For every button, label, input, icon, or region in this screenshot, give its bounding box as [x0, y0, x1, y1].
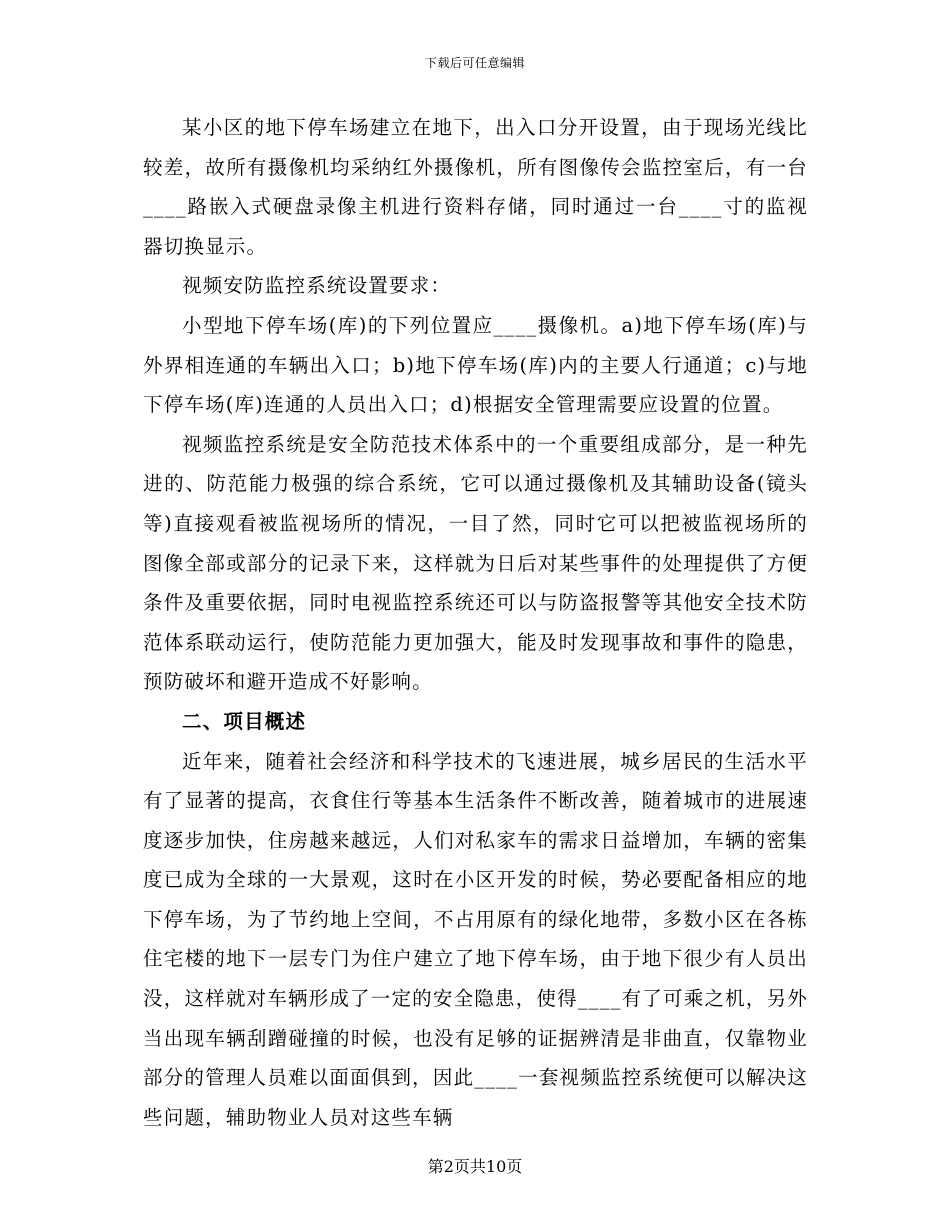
page-number: 第2页共10页	[427, 1157, 523, 1176]
document-body	[143, 108, 808, 1137]
paragraph-camera-locations: 小型地下停车场(库)的下列位置应____摄像机。a)地下停车场(库)与外界相连通的车辆出入口；b)地下停车场(库)内的主要人行通道；c)与地下停车场(库)连通的人员出入口；d)根据安全管理需要应设置的位置。	[143, 313, 808, 417]
paragraph-parking-overview: 某小区的地下停车场建立在地下，出入口分开设置，由于现场光线比较差，故所有摄像机均采纳红外摄像机，所有图像传会监控室后，有一台____路嵌入式硬盘录像主机进行资料存储，同时通过一台____寸的监视器切换显示。	[143, 116, 808, 258]
paragraph-requirements-title: 视频安防监控系统设置要求：	[182, 274, 452, 298]
page-header: 下载后可任意编辑	[424, 56, 525, 70]
section-heading-project-overview: 二、项目概述	[182, 709, 307, 733]
paragraph-project-background: 近年来，随着社会经济和科学技术的飞速进展，城乡居民的生活水平有了显著的提高，衣食住行等基本生活条件不断改善，随着城市的进展速度逐步加快，住房越来越远，人们对私家车的需求日益增加，车辆的密集度已成为全球的一大景观，这时在小区开发的时候，势必要配备相应的地下停车场，为了节约地上空间，不占用原有的绿化地带，多数小区在各栋住宅楼的地下一层专门为住户建立了地下停车场，由于地下很少有人员出没，这样就对车辆形成了一定的安全隐患，使得____有了可乘之机，另外当出现车辆刮蹭碰撞的时候，也没有足够的证据辨清是非曲直，仅靠物业部分的管理人员难以面面俱到，因此____一套视频监控系统便可以解决这些问题，辅助物业人员对这些车辆	[143, 749, 808, 1129]
paragraph-system-description: 视频监控系统是安全防范技术体系中的一个重要组成部分，是一种先进的、防范能力极强的综合系统，它可以通过摄像机及其辅助设备(镜头等)直接观看被监视场所的情况，一目了然，同时它可以把被监视场所的图像全部或部分的记录下来，这样就为日后对某些事件的处理提供了方便条件及重要依据，同时电视监控系统还可以与防盗报警等其他安全技术防范体系联动运行，使防范能力更加强大，能及时发现事故和事件的隐患，预防破坏和避开造成不好影响。	[143, 432, 808, 694]
